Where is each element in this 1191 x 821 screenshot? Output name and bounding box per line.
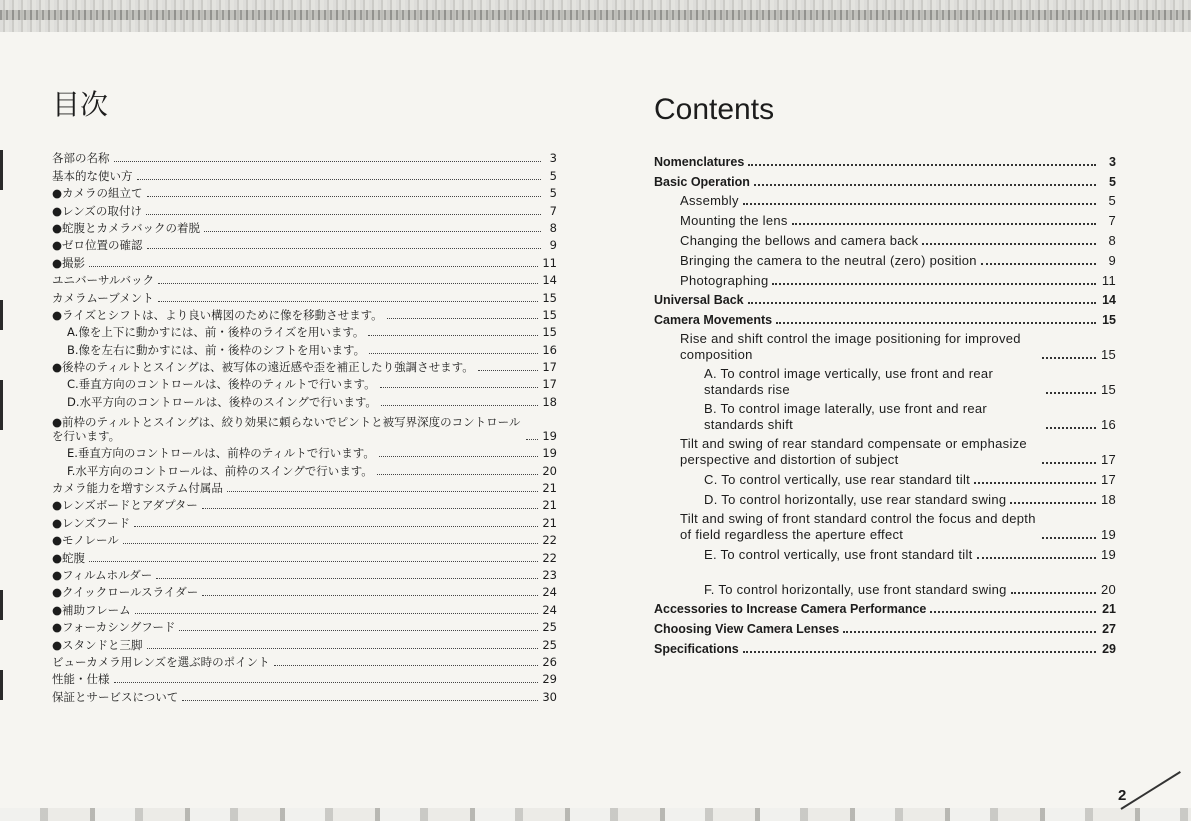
toc-entry-page-number: 17 <box>542 360 557 375</box>
toc-entry <box>654 598 1116 618</box>
japanese-contents-list <box>52 148 557 704</box>
scan-bottom-edge <box>0 808 1191 821</box>
toc-entry-page-number: 15 <box>542 290 557 305</box>
toc-entry <box>52 443 557 460</box>
toc-entry <box>52 565 557 582</box>
english-contents-list <box>654 150 1116 657</box>
toc-entry-title: C.垂直方向のコントロールは、後枠のティルトで行います。 <box>67 377 376 392</box>
toc-entry-page-number: 24 <box>542 602 557 617</box>
toc-entry-page-number: 15 <box>542 325 557 340</box>
dot-leader <box>89 266 538 267</box>
toc-entry-title: ●フィルムホルダー <box>52 567 153 582</box>
toc-entry-page-number: 20 <box>542 463 557 478</box>
toc-entry <box>52 270 557 287</box>
toc-entry <box>52 339 557 356</box>
toc-entry-page-number: 15 <box>1100 347 1116 363</box>
toc-entry-page-number: 14 <box>1102 293 1116 308</box>
toc-entry <box>654 617 1116 637</box>
toc-entry <box>52 305 557 322</box>
dot-leader <box>381 405 538 406</box>
toc-entry-title: 保証とサービスについて <box>52 689 179 704</box>
toc-entry <box>52 391 557 408</box>
toc-entry-title: C. To control vertically, use rear standard tilt <box>704 471 971 487</box>
toc-entry-page-number: 30 <box>542 689 557 704</box>
toc-entry <box>52 617 557 634</box>
japanese-page-title: 目次 <box>52 88 109 121</box>
toc-entry-title: ●レンズの取付け <box>52 203 142 218</box>
toc-entry-title: Choosing View Camera Lenses <box>654 622 840 637</box>
toc-entry-page-number: 21 <box>542 481 557 496</box>
dot-leader <box>1042 537 1096 539</box>
toc-entry-title: Specifications <box>654 641 739 656</box>
toc-entry <box>654 249 1116 269</box>
dot-leader <box>977 557 1096 559</box>
toc-entry-title: ●クイックロールスライダー <box>52 585 199 600</box>
toc-entry-page-number: 17 <box>1100 471 1116 487</box>
toc-entry-page-number: 8 <box>1108 232 1116 248</box>
toc-entry-page-number: 7 <box>1108 213 1116 229</box>
toc-entry-title: Nomenclatures <box>654 154 745 169</box>
toc-entry-title: B.像を左右に動かすには、前・後枠のシフトを用います。 <box>67 342 366 357</box>
toc-entry-title: ●前枠のティルトとスイングは、絞り効果に頼らないでピントと被写界深度のコントロールを行います。 <box>52 414 521 443</box>
dot-leader <box>179 630 538 631</box>
toc-entry <box>52 512 557 529</box>
toc-entry <box>654 308 1116 328</box>
binding-mark <box>0 300 3 330</box>
toc-entry <box>52 183 557 200</box>
toc-entry-page-number: 19 <box>1100 546 1116 562</box>
toc-entry <box>654 468 1116 488</box>
dot-leader <box>227 491 538 492</box>
toc-entry <box>52 374 557 391</box>
toc-entry <box>52 218 557 235</box>
toc-entry-page-number: 17 <box>542 377 557 392</box>
toc-entry-page-number: 14 <box>542 273 557 288</box>
toc-entry-page-number: 27 <box>1102 622 1116 637</box>
dot-leader <box>526 439 538 440</box>
dot-leader <box>478 370 539 371</box>
english-page-title: Contents <box>654 93 775 126</box>
toc-entry-title: A. To control image vertically, use front and rear standards rise <box>704 366 994 398</box>
toc-entry-page-number: 21 <box>1102 602 1116 617</box>
toc-entry-title: 各部の名称 <box>52 151 110 166</box>
toc-entry <box>654 328 1116 363</box>
toc-entry <box>52 495 557 512</box>
toc-entry-page-number: 22 <box>542 533 557 548</box>
toc-entry <box>52 252 557 269</box>
toc-entry <box>52 322 557 339</box>
toc-entry <box>654 209 1116 229</box>
toc-entry <box>654 488 1116 508</box>
toc-entry-title: Photographing <box>680 272 769 288</box>
toc-entry <box>654 150 1116 170</box>
dot-leader <box>146 214 541 215</box>
toc-entry-page-number: 21 <box>542 498 557 513</box>
toc-entry <box>654 543 1116 563</box>
toc-entry-page-number: 5 <box>549 168 557 183</box>
toc-entry-title: Assembly <box>680 193 739 209</box>
toc-entry <box>52 547 557 564</box>
toc-entry-title: ●レンズボードとアダプター <box>52 498 198 513</box>
dot-leader <box>1010 502 1096 504</box>
dot-leader <box>137 179 542 180</box>
toc-entry <box>52 652 557 669</box>
dot-leader <box>1042 462 1096 464</box>
dot-leader <box>974 482 1096 484</box>
toc-entry-title: ●フォーカシングフード <box>52 620 176 635</box>
toc-entry-page-number: 29 <box>1102 641 1116 656</box>
dot-leader <box>743 203 1096 205</box>
dot-leader <box>1046 427 1096 429</box>
toc-entry <box>52 165 557 182</box>
dot-leader <box>135 613 539 614</box>
toc-entry-title: ●レンズフード <box>52 515 131 530</box>
dot-leader <box>369 353 538 354</box>
toc-entry <box>52 530 557 547</box>
dot-leader <box>772 283 1096 285</box>
dot-leader <box>387 318 539 319</box>
dot-leader <box>368 335 538 336</box>
dot-leader <box>748 164 1096 166</box>
toc-entry-page-number: 29 <box>542 672 557 687</box>
toc-entry-page-number: 3 <box>1109 154 1116 169</box>
toc-entry-title: ビューカメラ用レンズを選ぶ時のポイント <box>52 654 270 669</box>
toc-entry-page-number: 9 <box>549 238 557 253</box>
dot-leader <box>89 561 538 562</box>
dot-leader <box>754 184 1096 186</box>
toc-entry-title: D.水平方向のコントロールは、後枠のスイングで行います。 <box>67 394 377 409</box>
dot-leader <box>147 648 539 649</box>
toc-entry-title: 性能・仕様 <box>52 672 110 687</box>
toc-entry-title: Tilt and swing of front standard control the focus and depth of field regardless the aperture effect <box>680 510 1036 542</box>
toc-entry-title: Tilt and swing of rear standard compensate or emphasize perspective and distortion of subject <box>680 436 1027 468</box>
toc-entry <box>52 599 557 616</box>
dot-leader <box>202 595 538 596</box>
toc-entry-page-number: 19 <box>542 428 557 443</box>
toc-entry-page-number: 15 <box>1102 313 1116 328</box>
scan-top-shadow <box>0 10 1191 20</box>
toc-entry-title: Mounting the lens <box>680 213 788 229</box>
dot-leader <box>1042 357 1096 359</box>
toc-entry-title: Changing the bellows and camera back <box>680 232 919 248</box>
toc-entry <box>52 235 557 252</box>
toc-entry-title: Basic Operation <box>654 174 750 189</box>
toc-entry <box>654 637 1116 657</box>
toc-entry <box>52 200 557 217</box>
page-number: 2 <box>1118 787 1127 804</box>
toc-entry-title: ●ゼロ位置の確認 <box>52 238 143 253</box>
toc-entry <box>52 634 557 651</box>
toc-entry-page-number: 18 <box>1100 491 1116 507</box>
toc-entry-page-number: 11 <box>1101 272 1116 288</box>
toc-entry-title: Universal Back <box>654 293 744 308</box>
toc-entry-title: Bringing the camera to the neutral (zero) position <box>680 252 977 268</box>
dot-leader <box>158 283 538 284</box>
toc-entry <box>52 478 557 495</box>
dot-leader <box>182 700 538 701</box>
toc-entry-title: F.水平方向のコントロールは、前枠のスイングで行います。 <box>67 463 373 478</box>
binding-mark <box>0 590 3 620</box>
toc-entry-page-number: 18 <box>542 394 557 409</box>
toc-entry-page-number: 25 <box>542 637 557 652</box>
toc-entry-page-number: 19 <box>542 446 557 461</box>
toc-entry-title: ユニバーサルバック <box>52 273 155 288</box>
toc-entry-title: Camera Movements <box>654 313 773 328</box>
toc-entry-title: ●ライズとシフトは、より良い構図のために像を移動させます。 <box>52 307 383 322</box>
dot-leader <box>776 322 1096 324</box>
dot-leader <box>981 263 1096 265</box>
toc-entry-page-number: 16 <box>1100 417 1116 433</box>
dot-leader <box>748 302 1096 304</box>
toc-entry-page-number: 19 <box>1100 526 1116 542</box>
toc-entry <box>52 148 557 165</box>
toc-entry <box>52 686 557 703</box>
toc-entry-title: Accessories to Increase Camera Performance <box>654 602 927 617</box>
toc-entry <box>654 433 1116 468</box>
toc-entry-title: カメラムーブメント <box>52 290 154 305</box>
binding-mark <box>0 380 3 430</box>
toc-entry <box>654 508 1116 543</box>
dot-leader <box>380 387 539 388</box>
toc-entry-title: ●後枠のティルトとスイングは、被写体の遠近感や歪を補正したり強調させます。 <box>52 360 474 375</box>
dot-leader <box>792 223 1096 225</box>
toc-entry <box>52 287 557 304</box>
toc-entry <box>654 289 1116 309</box>
toc-entry-page-number: 7 <box>549 203 557 218</box>
toc-entry-page-number: 15 <box>1100 382 1116 398</box>
toc-entry <box>52 582 557 599</box>
dot-leader <box>114 161 542 162</box>
toc-entry-title: ●撮影 <box>52 255 86 270</box>
toc-entry <box>654 229 1116 249</box>
toc-entry <box>52 669 557 686</box>
toc-entry-page-number: 24 <box>542 585 557 600</box>
dot-leader <box>123 543 539 544</box>
dot-leader <box>156 578 538 579</box>
toc-entry-title: E.垂直方向のコントロールは、前枠のティルトで行います。 <box>67 446 375 461</box>
toc-entry-page-number: 16 <box>542 342 557 357</box>
toc-entry <box>654 170 1116 190</box>
toc-entry-title: ●補助フレーム <box>52 602 131 617</box>
toc-entry-title: Rise and shift control the image positioning for improved composition <box>680 331 1021 363</box>
toc-entry-title: ●蛇腹とカメラバックの着脱 <box>52 220 201 235</box>
dot-leader <box>843 631 1096 633</box>
dot-leader <box>922 243 1096 245</box>
toc-entry <box>654 269 1116 289</box>
toc-entry <box>654 363 1116 398</box>
toc-entry-page-number: 5 <box>1108 193 1116 209</box>
dot-leader <box>377 474 539 475</box>
toc-entry-page-number: 22 <box>542 550 557 565</box>
toc-entry <box>654 563 1116 598</box>
dot-leader <box>134 526 538 527</box>
toc-entry <box>654 190 1116 210</box>
dot-leader <box>202 508 539 509</box>
toc-entry-title: ●スタンドと三脚 <box>52 637 143 652</box>
toc-entry <box>654 398 1116 433</box>
dot-leader <box>147 196 541 197</box>
toc-entry-page-number: 17 <box>1100 452 1116 468</box>
dot-leader <box>379 456 539 457</box>
toc-entry-page-number: 23 <box>542 567 557 582</box>
toc-entry-page-number: 11 <box>542 255 557 270</box>
binding-mark <box>0 670 3 700</box>
dot-leader <box>114 682 539 683</box>
dot-leader <box>1046 392 1096 394</box>
page-corner-fold <box>1120 771 1180 810</box>
dot-leader <box>274 665 539 666</box>
dot-leader <box>204 231 541 232</box>
toc-entry-page-number: 20 <box>1100 581 1116 597</box>
toc-entry-page-number: 9 <box>1108 252 1116 268</box>
toc-entry-title: ●蛇腹 <box>52 550 86 565</box>
dot-leader <box>147 248 541 249</box>
toc-entry-title: ●カメラの組立て <box>52 186 143 201</box>
toc-entry <box>52 460 557 477</box>
toc-entry-title: カメラ能力を増すシステム付属品 <box>52 481 223 496</box>
toc-entry-page-number: 8 <box>549 220 557 235</box>
binding-mark <box>0 150 3 190</box>
dot-leader <box>743 651 1096 653</box>
toc-entry-title: B. To control image laterally, use front and rear standards shift <box>704 401 988 433</box>
toc-entry-page-number: 26 <box>542 654 557 669</box>
toc-entry <box>52 357 557 374</box>
toc-entry-page-number: 15 <box>542 307 557 322</box>
toc-entry-title: F. To control horizontally, use front standard swing <box>704 581 1007 597</box>
toc-entry-page-number: 3 <box>549 151 557 166</box>
toc-entry-title: D. To control horizontally, use rear standard swing <box>704 491 1007 507</box>
toc-entry-title: 基本的な使い方 <box>52 168 133 183</box>
toc-entry-page-number: 5 <box>1109 174 1116 189</box>
dot-leader <box>930 611 1096 613</box>
dot-leader <box>1011 592 1096 594</box>
toc-entry-page-number: 25 <box>542 620 557 635</box>
toc-entry-title: A.像を上下に動かすには、前・後枠のライズを用います。 <box>67 325 365 340</box>
toc-entry-page-number: 5 <box>549 186 557 201</box>
toc-entry-title: E. To control vertically, use front standard tilt <box>704 546 973 562</box>
toc-entry-title: ●モノレール <box>52 533 119 548</box>
dot-leader <box>158 301 539 302</box>
toc-entry-page-number: 21 <box>542 515 557 530</box>
toc-entry <box>52 409 557 443</box>
